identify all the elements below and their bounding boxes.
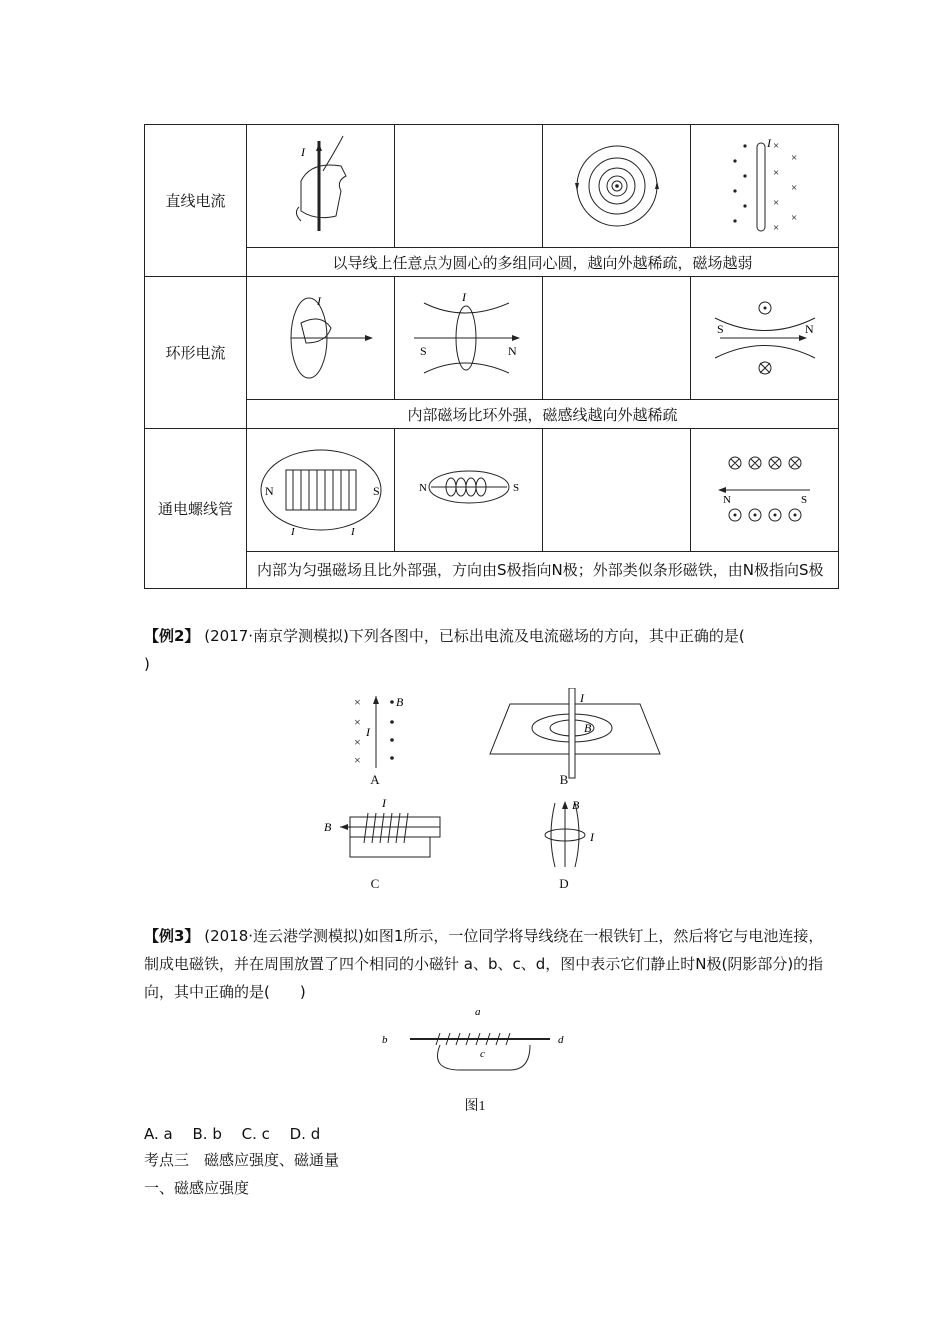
- svg-text:×: ×: [354, 735, 361, 749]
- row-note-straight: 以导线上任意点为圆心的多组同心圆，越向外越稀疏，磁场越弱: [247, 248, 839, 277]
- svg-text:B: B: [572, 798, 580, 812]
- loop-right-hand-figure: [247, 277, 395, 400]
- svg-text:I: I: [382, 796, 386, 810]
- magnetic-field-table: [144, 124, 839, 589]
- svg-text:S: S: [716, 322, 724, 336]
- svg-text:×: ×: [790, 182, 797, 194]
- row-note-solenoid: 内部为匀强磁场且比外部强，方向由S极指向N极；外部类似条形磁铁，由N极指向S极: [247, 552, 839, 589]
- straight-cross-dot-figure: [691, 125, 839, 248]
- svg-text:B: B: [584, 721, 592, 735]
- svg-text:S: S: [800, 494, 807, 506]
- svg-text:I: I: [366, 725, 370, 739]
- svg-text:I: I: [350, 526, 355, 538]
- svg-text:N: N: [722, 494, 731, 506]
- solenoid-right-hand-figure: [247, 429, 395, 552]
- example2-tail: ): [144, 655, 150, 673]
- svg-text:B: B: [324, 820, 332, 834]
- row-label-straight: 直线电流: [145, 125, 247, 277]
- example2-text: (2017·南京学测模拟)下列各图中，已标出电流及电流磁场的方向，其中正确的是(: [204, 627, 745, 645]
- section-heading: 考点三 磁感应强度、磁通量: [144, 1151, 340, 1169]
- svg-text:×: ×: [772, 140, 779, 152]
- svg-text:×: ×: [354, 715, 361, 729]
- svg-text:B: B: [396, 695, 404, 709]
- svg-text:×: ×: [772, 197, 779, 209]
- svg-text:I: I: [316, 294, 321, 308]
- svg-text:N: N: [804, 322, 814, 336]
- example3-question: [144, 922, 824, 1006]
- example2-option-d: D: [559, 876, 569, 891]
- example2-tag: 【例2】: [144, 627, 200, 645]
- svg-text:I: I: [590, 830, 594, 844]
- svg-text:S: S: [512, 482, 519, 494]
- example3-choices: A. a B. b C. c D. d: [144, 1125, 321, 1143]
- svg-text:I: I: [461, 290, 466, 304]
- svg-text:c: c: [480, 1048, 485, 1060]
- svg-text:S: S: [419, 344, 427, 358]
- row-label-loop: 环形电流: [145, 277, 247, 429]
- example3-figure-caption: 图1: [464, 1099, 486, 1114]
- row-note-loop: 内部磁场比环外强，磁感线越向外越稀疏: [247, 400, 839, 429]
- loop-blank-cell: [543, 277, 691, 400]
- section-subheading: 一、磁感应强度: [144, 1179, 250, 1197]
- svg-text:N: N: [264, 484, 274, 498]
- example2-option-c: C: [370, 876, 380, 891]
- loop-field-lines-figure: [395, 277, 543, 400]
- example2-option-a: A: [370, 772, 380, 787]
- example3-tag: 【例3】: [144, 927, 200, 945]
- svg-text:b: b: [382, 1034, 388, 1046]
- svg-text:d: d: [558, 1034, 564, 1046]
- straight-blank-cell: [395, 125, 543, 248]
- solenoid-field-lines-figure: [395, 429, 543, 552]
- example2-question: [144, 622, 824, 678]
- solenoid-cross-section-figure: [691, 429, 839, 552]
- example3-text: (2018·连云港学测模拟)如图1所示，一位同学将导线绕在一根铁钉上，然后将它与电池连接，制成电磁铁，并在周围放置了四个相同的小磁针 a、b、c、d，图中表示它们静止时N极(阴影部分)的指向，其中正确的是( ): [144, 927, 824, 1001]
- example3-figure: [380, 1005, 580, 1085]
- example2-option-b: B: [559, 772, 569, 787]
- svg-text:×: ×: [772, 167, 779, 179]
- svg-text:I: I: [580, 691, 584, 705]
- loop-cross-section-figure: [691, 277, 839, 400]
- svg-text:N: N: [418, 482, 427, 494]
- svg-text:I: I: [766, 136, 771, 150]
- svg-text:×: ×: [354, 695, 361, 709]
- straight-right-hand-figure: [247, 125, 395, 248]
- solenoid-blank-cell: [543, 429, 691, 552]
- straight-concentric-figure: [543, 125, 691, 248]
- example2-figures-cd: [320, 795, 760, 875]
- svg-text:S: S: [372, 484, 380, 498]
- svg-text:×: ×: [790, 212, 797, 224]
- svg-text:I: I: [300, 145, 305, 159]
- svg-text:×: ×: [354, 753, 361, 767]
- svg-text:×: ×: [790, 152, 797, 164]
- svg-text:I: I: [290, 526, 295, 538]
- svg-text:N: N: [507, 344, 517, 358]
- svg-text:a: a: [475, 1006, 481, 1018]
- row-label-solenoid: 通电螺线管: [145, 429, 247, 589]
- svg-text:×: ×: [772, 222, 779, 234]
